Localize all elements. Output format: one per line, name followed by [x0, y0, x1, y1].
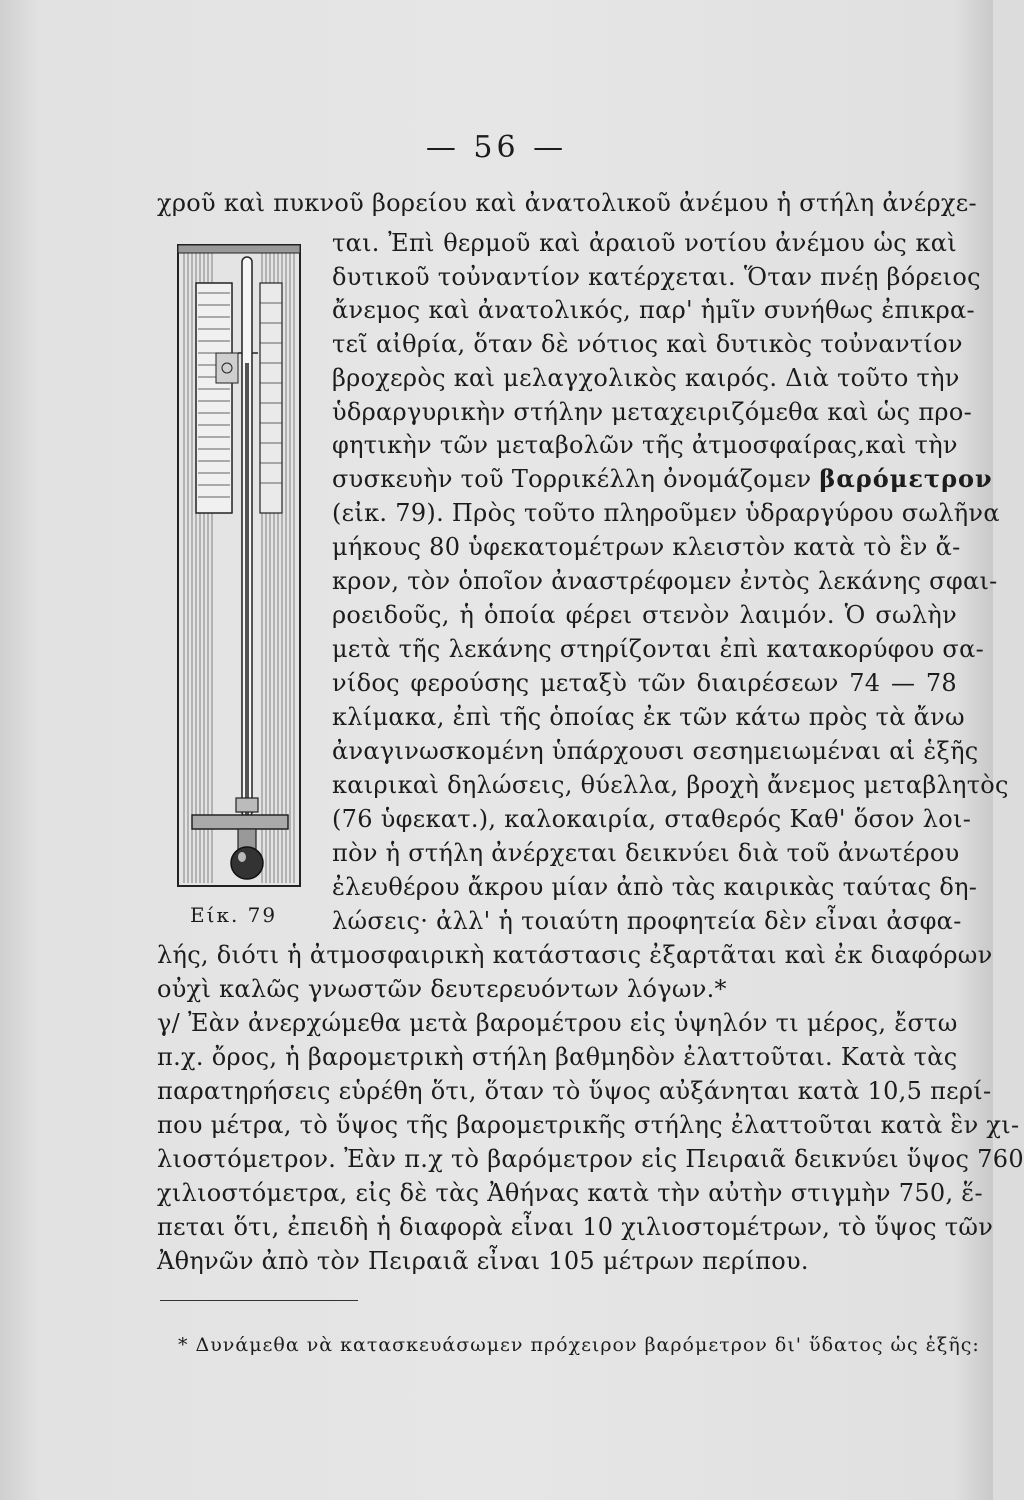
term-barometer: βαρόμετρον [819, 464, 993, 493]
text-line: καιρικαὶ δηλώσεις, θύελλα, βροχὴ ἄνεμος μεταβλητὸς [332, 771, 1009, 799]
text-line: γ/ Ἐὰν ἀνερχώμεθα μετὰ βαρομέτρου εἰς ὑψηλόν τι μέρος, ἔστω [157, 1009, 958, 1037]
text-line: (76 ὑφεκατ.), καλοκαιρία, σταθερός Καθ' ὅσον λοι- [332, 805, 972, 833]
text-line: ἀναγινωσκομένη ὑπάρχουσι σεσημειωμέναι αἱ ἑξῆς [332, 737, 979, 765]
footnote: * Δυνάμεθα νὰ κατασκευάσωμεν πρόχειρον βαρόμετρον δι' ὕδατος ὡς ἑξῆς: [178, 1334, 980, 1356]
text-line: (εἰκ. 79). Πρὸς τοῦτο πληροῦμεν ὑδραργύρου σωλῆνα [332, 499, 1000, 527]
text-line: ὑδραργυρικὴν στήλην μεταχειριζόμεθα καὶ ὡς προ- [332, 398, 972, 426]
text-line: λιοστόμετρον. Ἐὰν π.χ τὸ βαρόμετρον εἰς Πειραιᾶ δεικνύει ὕψος 760 [157, 1145, 1024, 1173]
text-line: τεῖ αἰθρία, ὅταν δὲ νότιος καὶ δυτικὸς τοὐναντίον [332, 330, 963, 358]
text-line: που μέτρα, τὸ ὕψος τῆς βαρομετρικῆς στήλης ἐλαττοῦται κατὰ ἓν χι- [157, 1111, 1020, 1139]
text-line: παρατηρήσεις εὑρέθη ὅτι, ὅταν τὸ ὕψος αὐξάνηται κατὰ 10,5 περί- [157, 1077, 992, 1105]
text-line: οὐχὶ καλῶς γνωστῶν δευτερευόντων λόγων.* [157, 975, 727, 1003]
text-line: πεται ὅτι, ἐπειδὴ ἡ διαφορὰ εἶναι 10 χιλιοστομέτρων, τὸ ὕψος τῶν [157, 1213, 994, 1241]
text-line: ροειδοῦς, ἡ ὁποία φέρει στενὸν λαιμόν. Ὁ σωλὴν [332, 601, 957, 629]
text-line: μήκους 80 ὑφεκατομέτρων κλειστὸν κατὰ τὸ ἓν ἄ- [332, 533, 961, 561]
text-line: Ἀθηνῶν ἀπὸ τὸν Πειραιᾶ εἶναι 105 μέτρων περίπου. [157, 1247, 809, 1275]
figure-caption: Είκ. 79 [190, 903, 278, 927]
text-line: κρον, τὸν ὁποῖον ἀναστρέφομεν ἐντὸς λεκάνης σφαι- [332, 567, 998, 595]
text-line: μετὰ τῆς λεκάνης στηρίζονται ἐπὶ κατακορύφου σα- [332, 635, 984, 663]
text-line: ἄνεμος καὶ ἀνατολικός, παρ' ἡμῖν συνήθως ἐπικρα- [332, 296, 975, 324]
text-line: πὸν ἡ στήλη ἀνέρχεται δεικνύει διὰ τοῦ ἀνωτέρου [332, 839, 960, 867]
footnote-divider [160, 1300, 358, 1301]
text-line: π.χ. ὄρος, ἡ βαρομετρικὴ στήλη βαθμηδὸν ἐλαττοῦται. Κατὰ τὰς [157, 1043, 958, 1071]
text-line [332, 462, 993, 496]
text-line: λής, διότι ἡ ἀτμοσφαιρικὴ κατάστασις ἐξαρτᾶται καὶ ἐκ διαφόρων [157, 941, 993, 969]
text-line: βροχερὸς καὶ μελαγχολικὸς καιρός. Διὰ τοῦτο τὴν [332, 364, 960, 392]
text-line: νίδος φερούσης μεταξὺ τῶν διαιρέσεων 74 — 78 [332, 669, 957, 697]
text-line: φητικὴν τῶν μεταβολῶν τῆς ἀτμοσφαίρας,καὶ τὴν [332, 431, 958, 459]
text-line: ται. Ἐπὶ θερμοῦ καὶ ἀραιοῦ νοτίου ἀνέμου ὡς καὶ [332, 229, 957, 257]
text-line: δυτικοῦ τοὐναντίον κατέρχεται. Ὅταν πνέῃ βόρειος [332, 263, 981, 291]
text-line: ἐλευθέρου ἄκρου μίαν ἀπὸ τὰς καιρικὰς ταύτας δη- [332, 873, 978, 901]
barometer-figure [176, 243, 302, 888]
text-line: χιλιοστόμετρα, εἰς δὲ τὰς Ἀθήνας κατὰ τὴν αὐτὴν στιγμὴν 750, ἕ- [157, 1179, 983, 1207]
page-number: — 56 — [425, 130, 568, 165]
text-line-part: συσκευὴν τοῦ Τορρικέλλη ὀνομάζομεν [332, 465, 812, 493]
text-line: κλίμακα, ἐπὶ τῆς ὁποίας ἐκ τῶν κάτω πρὸς τὰ ἄνω [332, 703, 965, 731]
text-line: λώσεις· ἀλλ' ἡ τοιαύτη προφητεία δὲν εἶναι ἀσφα- [332, 907, 962, 935]
text-line: χροῦ καὶ πυκνοῦ βορείου καὶ ἀνατολικοῦ ἀνέμου ἡ στήλη ἀνέρχε- [157, 189, 977, 217]
